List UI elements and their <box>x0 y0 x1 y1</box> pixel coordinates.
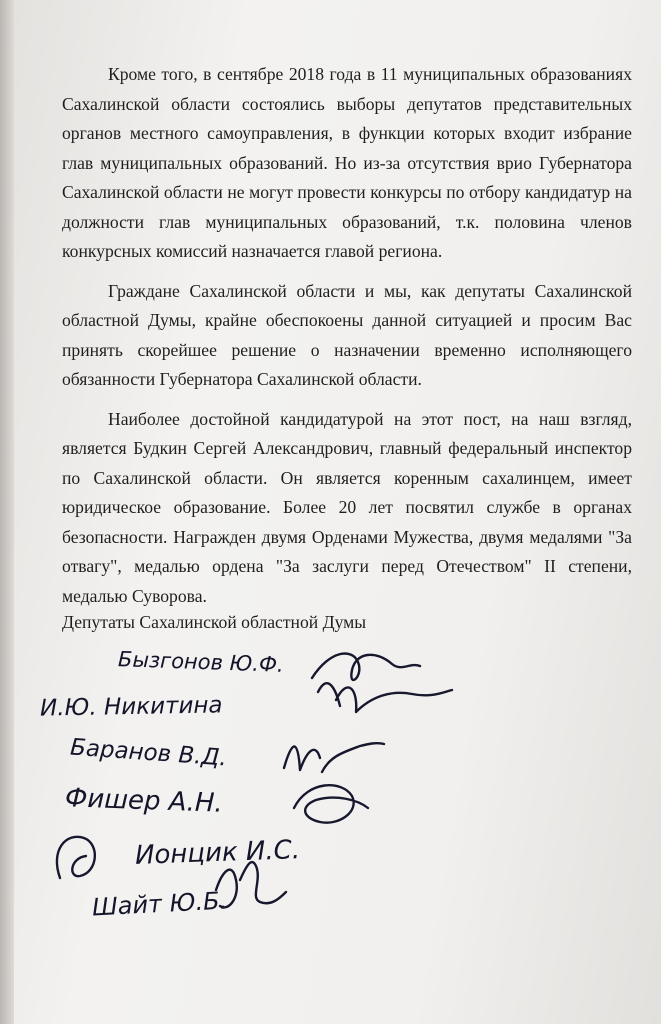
signatures-title: Депутаты Сахалинской областной Думы <box>62 612 367 632</box>
signature-name-2: И.Ю. Никитина <box>39 692 223 722</box>
signature-name-6: Шайт Ю.Б. <box>91 886 228 922</box>
signature-mark-2 <box>318 683 452 712</box>
paragraph-1: Кроме того, в сентябре 2018 года в 11 муниципальных образованиях Сахалинской области состоялись выборы депутатов представительных органов местного самоуправления, в функции которых входит избрание глав муниципальных образований. Но из-за отсутствия врио Губернатора Сахалинской области не могут провести конкурсы по отбору кандидатур на должности глав муниципальных образований, т.к. половина членов конкурсных комиссий назначается главой региона. <box>62 64 632 261</box>
signature-mark-6 <box>216 862 286 907</box>
signature-name-3: Баранов В.Д. <box>69 734 228 772</box>
signature-mark-3 <box>284 743 384 772</box>
signature-mark-4 <box>294 785 368 823</box>
signature-name-1: Бызгонов Ю.Ф. <box>117 647 285 677</box>
signature-name-4: Фишер А.Н. <box>64 783 224 819</box>
paragraph-3: Наиболее достойной кандидатурой на этот пост, на наш взгляд, является Будкин Сергей Александрович, главный федеральный инспектор по Сахалинской области. Он является коренным сахалинцем, имеет юридическое образование. Более 20 лет посвятил службе в органах безопасности. Награжден двумя Орденами Мужества, двумя медалями "За отвагу", медалью ордена "За заслуги перед Отечеством" II степени, медалью Суворова. <box>62 408 632 606</box>
signature-mark-5 <box>57 837 95 878</box>
signature-mark-1 <box>312 654 420 680</box>
signature-name-5: Ионцик И.С. <box>134 835 301 871</box>
paragraph-2: Граждане Сахалинской области и мы, как депутаты Сахалинской областной Думы, крайне обеспокоены данной ситуацией и просим Вас принять скорейшее решение о назначении временно исполняющего обязанности Губернатора Сахалинской области. <box>62 280 632 389</box>
